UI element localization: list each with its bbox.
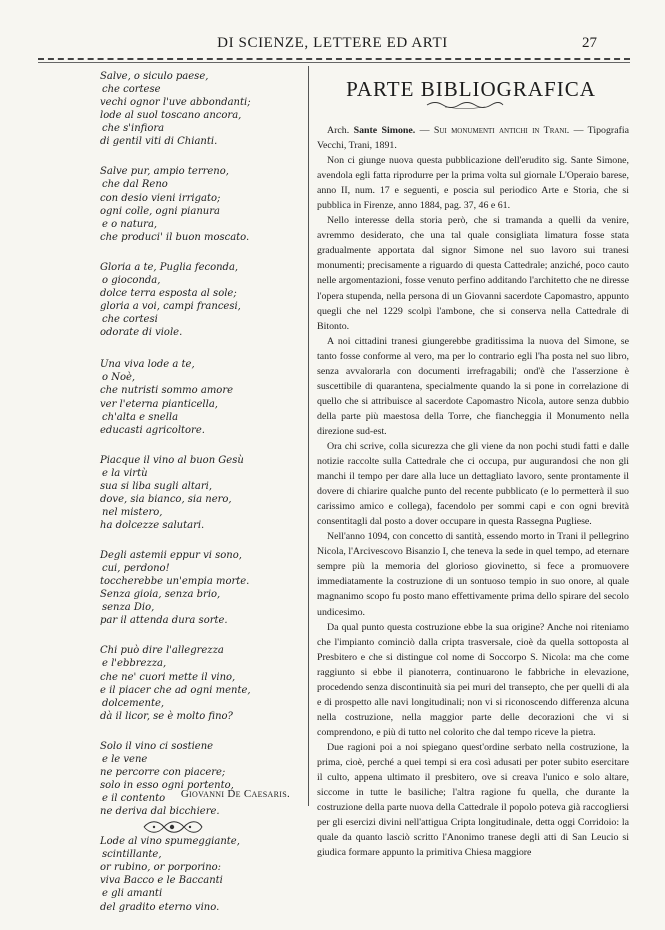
bibliography-article [317,123,629,860]
citation-title: — Sui monumenti antichi in Trani. — [419,125,584,136]
article-paragraph: Da qual punto questa costruzione ebbe la sua origine? Anche noi riteniamo che l'impianto cominciò dalla cripta trasversale, cioè da quella sottoposta al Presbitero e che si distingue col nome di Soccorpo S. Nicola: ma che come raggiunto si ebbe il pianoterra, continuarono le fabbriche in elevazione, procedendo senza discontinuità sia pei muri del transepto, che per quelli di ala e di prospetto alle navi longitudinali; non vi si riconoscendo differenza alcuna nella costruzione, nella maggior parte delle decorazioni che vi si comprendono, e più di tutto nel colorito che dal tempo riceve la pietra. [317,621,629,738]
poem-line: e o natura, [102,218,158,230]
poem-line: che dal Reno [102,179,168,191]
poem-line: di gentil viti di Chianti. [100,136,218,148]
poem-line: ogni colle, ogni pianura [100,205,220,217]
poem-line: che cortesi [102,314,158,326]
running-title: DI SCIENZE, LETTERE ED ARTI [217,35,448,51]
poem-line: toccherebbe un'empia morte. [100,576,250,588]
citation-publisher: Tipografia Vecchi, Trani, 1891. [317,125,629,152]
article-paragraph: Non ci giunge nuova questa pubblicazione dell'erudito sig. Sante Simone, avendola egli fatta riprodurre per la prima volta sul giornale L'Operaio barese, anno II, num. 17 e seguenti, e poscia sul periodico Arte e Storia, che si pubblica in Firenze, anno 1884, pag. 37, 46 e 61. [317,155,629,212]
poem-line: ne deriva dal bicchiere. [100,806,220,818]
poem-line: e la virtù [102,467,148,479]
poem-stanza [100,740,300,819]
poem [100,70,300,930]
poem-line: cui, perdono! [102,563,170,575]
poem-line: Lode al vino spumeggiante, [100,836,240,848]
section-title: PARTE BIBLIOGRAFICA [346,77,596,101]
poem-stanza [100,165,300,244]
poem-line: scintillante, [102,849,162,861]
poem-line: senza Dio, [102,602,155,614]
decorative-flourish-icon [140,818,204,836]
poem-line: e il contento [102,793,166,805]
poem-line: del gradito eterno vino. [100,901,220,913]
poem-line: ch'alta e snella [102,411,179,423]
poem-line: che cortese [102,84,161,96]
poem-line: Chi può dire l'allegrezza [100,645,224,657]
poem-stanza [100,454,300,533]
article-paragraph: A noi cittadini tranesi giungerebbe graditissima la nuova del Simone, se tanto fosse conforme al vero, ma per lo contrario egli l'ha posta nel suo libro, senza avvalorarla con documenti irrefragabili; ond'è che l'asserzione è suscettibile di quarantena, specialmente quando la si pone in correlazione di quello che si attribuisce al sacerdote Capomastro Nicola, autore senza dubbio della parte più maestosa della Torre, che fiancheggia il Monumento nella direzione sud-est. [317,335,629,437]
poem-line: dove, sia bianco, sia nero, [100,493,232,505]
column-divider [308,66,309,806]
page-header [0,32,665,56]
page-number: 27 [582,35,597,51]
article-body [317,153,629,860]
poem-line: e il piacer che ad ogni mente, [100,684,251,696]
poem-line: Piacque il vino al buon Gesù [100,454,244,466]
article-paragraph: Nell'anno 1094, con concetto di santità, essendo morto in Trani il pellegrino Nicola, l'Arcivescovo Bisanzio I, che teneva la sede in quel tempo, ad eternare sempre più la memoria del glorioso giovinetto, si fece a promuovere immediatamente la costruzione di un sontuoso tempio in suo onore, al quale magnanimo scopo fu posto mano effettivamente prima dello spirare del secolo undicesimo. [317,531,629,618]
citation-author: Sante Simone. [353,125,416,136]
header-rule [38,62,630,63]
poem-stanza [100,835,300,914]
poem-line: ver l'eterna pianticella, [100,398,218,410]
title-flourish-icon [425,100,505,110]
poem-line: Una viva lode a te, [100,359,195,371]
poem-line: o gioconda, [102,274,161,286]
article-paragraph: Nello interesse della storia però, che si tramanda a quelli da venire, avremmo desiderato, che una tal quale consigliata limatura fosse stata gradualmente apportata dal signor Simone nel suo lavoro sui tranesi monumenti; precisamente a riguardo di questa Cattedrale; anziché, poco cauto nelle argomentazioni, fosse venuto perfino additando l'architetto che ne diresse l'opera stupenda, nella persona di un Giovanni sacerdote Capomastro, appunto quegli che nel 1229 scolpì l'ambone, che si conserva nella Cattedrale di Bitonto. [317,215,630,332]
poem-line: e l'ebbrezza, [102,658,167,670]
poem-line: e le vene [102,753,148,765]
poem-line: Senza gioia, senza brio, [100,589,221,601]
poem-line: dà il licor, se è molto fino? [100,710,233,722]
header-rule-dashed [38,58,630,60]
citation [317,123,629,153]
poem-line: educasti agricoltore. [100,424,205,436]
poem-line: ha dolcezze salutari. [100,520,205,532]
article-paragraph: Due ragioni poi a noi spiegano quest'ordine serbato nella costruzione, la prima, cioè, perché a quei tempi si era così adusati per poter subito esercitare il culto, appena ultimato il presbitero, ove si creava l'unico e solo altare, siccome in tutte le basiliche; l'altra ragione fu quella, che durante la costruzione della parte nuova della Cattedrale il popolo poteva già raccogliersi per gli esercizi divini nell'attigua Cripta longitudinale, detta oggi Corridoio: la quale da quanto lasciò scritto l'Anonimo tranese degli atti di San Leucio si giudica formare appunto la primitiva Chiesa maggiore [317,741,629,859]
poem-line: gloria a voi, campi francesi, [100,301,241,312]
poem-line: che produci' il buon moscato. [100,231,250,243]
poem-line: che ne' cuori mette il vino, [100,671,236,683]
poem-line: ne percorre con piacere; [100,766,226,778]
poem-stanza [100,261,300,340]
poem-line: sua si liba sugli altari, [100,480,213,492]
poem-line: odorate di viole. [100,327,183,339]
poem-line: o Noè, [102,372,136,384]
poem-line: che nutristi sommo amore [100,385,234,397]
poem-line: Gloria a te, Puglia feconda, [100,261,239,273]
poem-line: che s'infiora [102,123,165,135]
poem-signature: Giovanni De Caesaris. [180,788,290,800]
poem-line: vechi ognor l'uve abbondanti; [100,97,251,109]
poem-line: e gli amanti [102,888,163,900]
poem-stanza [100,644,300,723]
poem-line: lode al suol toscano ancora, [100,110,242,122]
poem-line: dolcemente, [102,697,165,709]
poem-line: par il attenda dura sorte. [100,615,228,627]
citation-prefix: Arch. [327,125,350,136]
article-paragraph: Ora chi scrive, colla sicurezza che gli viene da non pochi studi fatti e dalle notizie raccolte sulla Cattedrale che ci occupa, pur augurandosi che non gli manchi il tempo per dare alla luce un dettagliato lavoro, sente prontamente il dovere di chiarire qualche punto del recente pubblicato (e lo permetterà il suo carissimo amico e collega), facendolo per sommi capi e con ogni brevità consentitagli dal posto a dover occupare in questa Rassegna Pugliese. [317,440,629,528]
poem-stanza [100,358,300,437]
poem-line: con desio vieni irrigato; [100,192,221,204]
poem-stanza [100,70,300,149]
poem-line: Salve, o siculo paese, [100,71,209,82]
poem-line: dolce terra esposta al sole; [100,287,237,299]
poem-line: Salve pur, ampio terreno, [100,166,229,178]
poem-stanza [100,549,300,628]
poem-line: Solo il vino ci sostiene [100,740,214,752]
poem-line: nel mistero, [102,507,163,519]
poem-line: or rubino, or porporino: [100,862,222,874]
poem-line: viva Bacco e le Baccanti [100,875,223,887]
poem-line: solo in esso ogni portento, [100,780,234,791]
poem-line: Degli astemii eppur vi sono, [100,550,242,561]
